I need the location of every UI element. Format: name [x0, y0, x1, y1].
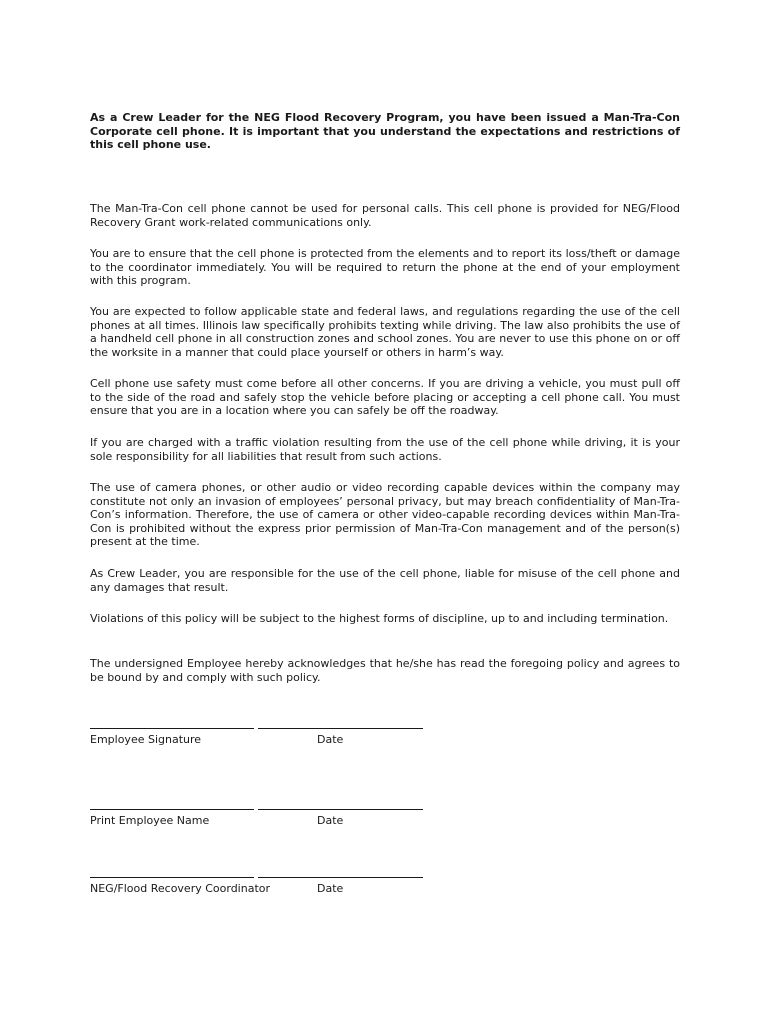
employee-signature-date-line[interactable] — [258, 728, 423, 729]
policy-paragraph-violations-driving: If you are charged with a traffic violation resulting from the use of the cell phone while driving, it is your sole responsibility for all liabilities that result from such actions. — [90, 436, 680, 463]
document-page — [90, 0, 680, 1024]
print-name-line[interactable] — [90, 809, 254, 810]
employee-signature-block — [90, 728, 430, 758]
print-name-label: Print Employee Name — [90, 814, 210, 827]
policy-paragraph-personal-calls: The Man-Tra-Con cell phone cannot be used for personal calls. This cell phone is provided for NEG/Flood Recovery Grant work-related communications only. — [90, 202, 680, 229]
employee-signature-line[interactable] — [90, 728, 254, 729]
policy-paragraph-camera: The use of camera phones, or other audio or video recording capable devices within the company may constitute not only an invasion of employees’ personal privacy, but may breach confidentiality of Man-Tra-Con’s information. Therefore, the use of camera or other video-capable recording devices within Man-Tra-Con is prohibited without the express prior permission of Man-Tra-Con management and of the person(s) present at the time. — [90, 481, 680, 548]
policy-paragraph-acknowledgement: The undersigned Employee hereby acknowledges that he/she has read the foregoing policy and agrees to be bound by and comply with such policy. — [90, 657, 680, 684]
coordinator-signature-line[interactable] — [90, 877, 254, 878]
print-name-block — [90, 809, 430, 839]
coordinator-date-label: Date — [317, 882, 344, 895]
coordinator-signature-block — [90, 877, 430, 907]
coordinator-date-line[interactable] — [258, 877, 423, 878]
employee-signature-label: Employee Signature — [90, 733, 202, 746]
policy-paragraph-responsibility: As Crew Leader, you are responsible for the use of the cell phone, liable for misuse of the cell phone and any damages that result. — [90, 567, 680, 594]
print-name-date-label: Date — [317, 814, 344, 827]
intro-statement: As a Crew Leader for the NEG Flood Recovery Program, you have been issued a Man-Tra-Con Corporate cell phone. It is important that you understand the expectations and restrictions of this cell phone use. — [90, 111, 680, 151]
policy-paragraph-protection: You are to ensure that the cell phone is protected from the elements and to report its loss/theft or damage to the coordinator immediately. You will be required to return the phone at the end of your employment with this program. — [90, 247, 680, 287]
coordinator-label: NEG/Flood Recovery Coordinator — [90, 882, 271, 895]
employee-signature-date-label: Date — [317, 733, 344, 746]
policy-paragraph-discipline: Violations of this policy will be subject to the highest forms of discipline, up to and including termination. — [90, 612, 669, 625]
policy-paragraph-laws: You are expected to follow applicable state and federal laws, and regulations regarding the use of the cell phones at all times. Illinois law specifically prohibits texting while driving. The law also prohibits the use of a handheld cell phone in all construction zones and school zones. You are never to use this phone on or off the worksite in a manner that could place yourself or others in harm’s way. — [90, 305, 680, 359]
print-name-date-line[interactable] — [258, 809, 423, 810]
policy-paragraph-safety: Cell phone use safety must come before all other concerns. If you are driving a vehicle, you must pull off to the side of the road and safely stop the vehicle before placing or accepting a cell phone call. You must ensure that you are in a location where you can safely be off the roadway. — [90, 377, 680, 417]
